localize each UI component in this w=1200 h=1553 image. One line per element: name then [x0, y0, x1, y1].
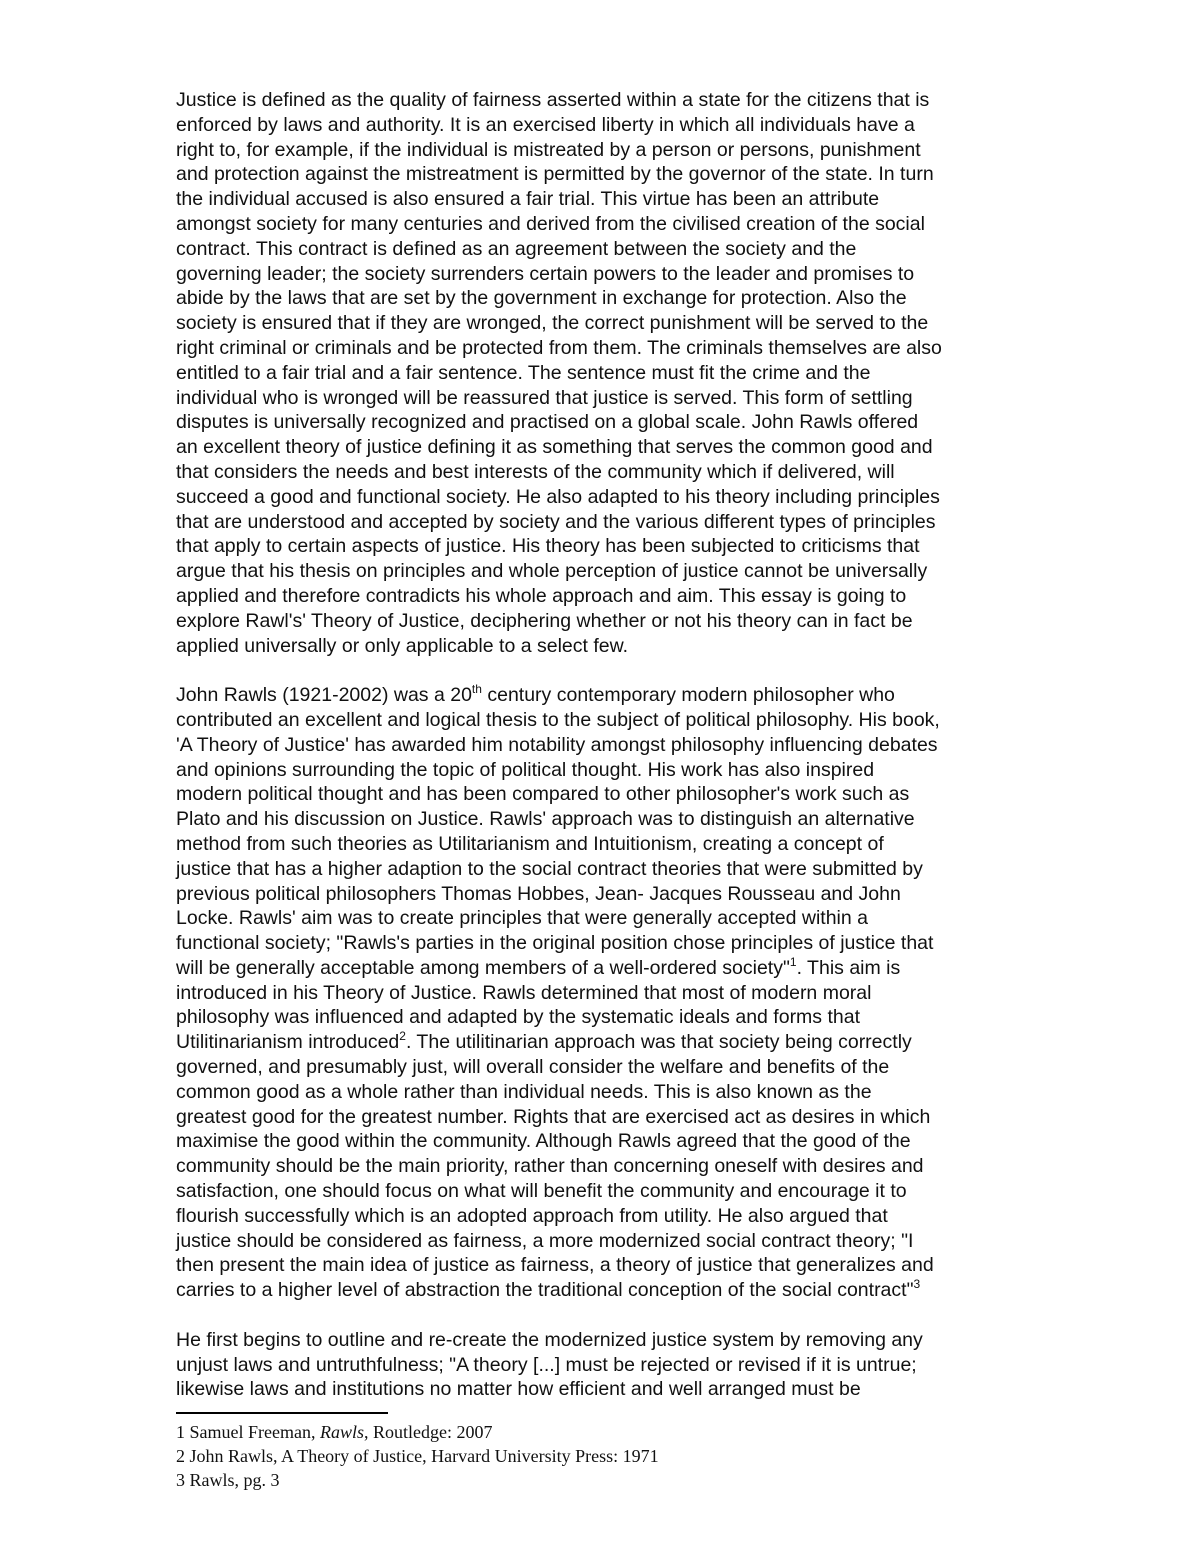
text-line: disputes is universally recognized and practised on a global scale. John Rawls offered: [176, 411, 919, 434]
text-line: right criminal or criminals and be protected from them. The criminals themselves are also: [176, 336, 942, 359]
footnote-ref-1[interactable]: 1: [789, 954, 797, 969]
paragraph-3: [176, 1328, 1036, 1402]
paragraph-2: [176, 683, 1036, 1303]
text-line: functional society; "Rawls's parties in the original position chose principles of justice that: [176, 932, 934, 955]
footnote-book-title: Rawls: [319, 1422, 364, 1442]
text-line: applied universally or only applicable to a select few.: [176, 634, 629, 657]
text-line: philosophy was influenced and adapted by the systematic ideals and forms that: [176, 1006, 860, 1029]
text-line: flourish successfully which is an adopted approach from utility. He also argued that: [176, 1204, 888, 1227]
text-run: Utilitinarianism introduced: [176, 1031, 400, 1054]
footnote-separator: [176, 1412, 388, 1414]
text-line: amongst society for many centuries and derived from the civilised creation of the social: [176, 212, 925, 235]
text-run: . This aim is: [796, 956, 901, 979]
text-line: [176, 1278, 1036, 1303]
text-line: argue that his thesis on principles and whole perception of justice cannot be universally: [176, 560, 928, 583]
text-line: and protection against the mistreatment is permitted by the governor of the state. In turn: [176, 163, 934, 186]
text-line: explore Rawl's' Theory of Justice, deciphering whether or not his theory can in fact be: [176, 609, 913, 632]
superscript-ordinal: th: [471, 682, 482, 697]
footnote-text: , Routledge: 2007: [363, 1422, 493, 1442]
text-line: likewise laws and institutions no matter how efficient and well arranged must be: [176, 1378, 861, 1401]
text-run: . The utilitinarian approach was that society being correctly: [405, 1031, 912, 1054]
text-line: common good as a whole rather than individual needs. This is also known as the: [176, 1080, 872, 1103]
text-line: community should be the main priority, rather than concerning oneself with desires and: [176, 1155, 924, 1178]
footnote-2: 2 John Rawls, A Theory of Justice, Harvard University Press: 1971: [176, 1446, 659, 1466]
text-line: He first begins to outline and re-create the modernized justice system by removing any: [176, 1328, 923, 1351]
footnote-ref-3[interactable]: 3: [913, 1277, 921, 1292]
text-line: society is ensured that if they are wronged, the correct punishment will be served to the: [176, 312, 929, 335]
text-run: will be generally acceptable among members of a well-ordered society": [176, 956, 790, 979]
text-line: modern political thought and has been compared to other philosopher's work such as: [176, 783, 910, 806]
text-line: justice that has a higher adaption to the social contract theories that were submitted by: [176, 857, 923, 880]
text-line: governing leader; the society surrenders certain powers to the leader and promises to: [176, 262, 915, 285]
text-line: governed, and presumably just, will overall consider the welfare and benefits of the: [176, 1056, 890, 1079]
paragraph-1: [176, 88, 1036, 658]
text-line: justice should be considered as fairness, a more modernized social contract theory; "I: [176, 1229, 914, 1252]
text-line: [176, 1030, 1036, 1055]
footnote-3: 3 Rawls, pg. 3: [176, 1470, 280, 1490]
text-line: the individual accused is also ensured a fair trial. This virtue has been an attribute: [176, 188, 880, 211]
text-line: Locke. Rawls' aim was to create principles that were generally accepted within a: [176, 907, 868, 930]
footnote-1: [176, 1420, 659, 1444]
text-line: and opinions surrounding the topic of political thought. His work has also inspired: [176, 758, 875, 781]
text-line: greatest good for the greatest number. Rights that are exercised act as desires in which: [176, 1105, 931, 1128]
text-line: Justice is defined as the quality of fairness asserted within a state for the citizens that is: [176, 89, 930, 111]
text-run: John Rawls (1921-2002) was a 20: [176, 684, 472, 707]
text-line: that considers the needs and best interests of the community which if delivered, will: [176, 460, 895, 483]
text-line: 'A Theory of Justice' has awarded him notability amongst philosophy influencing debates: [176, 733, 938, 756]
text-line: entitled to a fair trial and a fair sentence. The sentence must fit the crime and the: [176, 361, 871, 384]
text-line: method from such theories as Utilitarianism and Intuitionism, creating a concept of: [176, 832, 884, 855]
text-line: maximise the good within the community. Although Rawls agreed that the good of the: [176, 1130, 911, 1153]
text-line: enforced by laws and authority. It is an exercised liberty in which all individuals have a: [176, 113, 915, 136]
footnote-text: 1 Samuel Freeman,: [176, 1422, 320, 1442]
footnote-ref-2[interactable]: 2: [399, 1029, 406, 1044]
text-line: satisfaction, one should focus on what will benefit the community and encourage it to: [176, 1180, 907, 1203]
text-line: Plato and his discussion on Justice. Rawls' approach was to distinguish an alternative: [176, 808, 915, 831]
text-line: [176, 956, 1036, 981]
text-line: abide by the laws that are set by the government in exchange for protection. Also the: [176, 287, 907, 310]
text-line: that are understood and accepted by society and the various different types of principles: [176, 510, 936, 533]
text-line: unjust laws and untruthfulness; "A theory [...] must be rejected or revised if it is untrue;: [176, 1353, 917, 1376]
text-line: contract. This contract is defined as an agreement between the society and the: [176, 237, 857, 260]
text-run: carries to a higher level of abstraction the traditional conception of the social contract": [176, 1279, 914, 1302]
text-line: individual who is wronged will be reassured that justice is served. This form of settling: [176, 386, 913, 409]
text-line: [176, 683, 1036, 708]
text-line: an excellent theory of justice defining it as something that serves the common good and: [176, 436, 933, 459]
text-line: then present the main idea of justice as fairness, a theory of justice that generalizes and: [176, 1254, 934, 1277]
text-line: applied and therefore contradicts his whole approach and aim. This essay is going to: [176, 584, 907, 607]
text-line: introduced in his Theory of Justice. Rawls determined that most of modern moral: [176, 981, 872, 1004]
text-line: that apply to certain aspects of justice. His theory has been subjected to criticisms that: [176, 535, 920, 558]
footnotes: [176, 1420, 659, 1492]
text-line: previous political philosophers Thomas Hobbes, Jean- Jacques Rousseau and John: [176, 882, 901, 905]
text-line: succeed a good and functional society. He also adapted to his theory including principles: [176, 485, 940, 508]
text-line: right to, for example, if the individual is mistreated by a person or persons, punishment: [176, 138, 921, 161]
text-line: contributed an excellent and logical thesis to the subject of political philosophy. His book,: [176, 708, 940, 731]
essay-body: [176, 88, 1036, 1402]
text-run: century contemporary modern philosopher who: [481, 684, 895, 707]
